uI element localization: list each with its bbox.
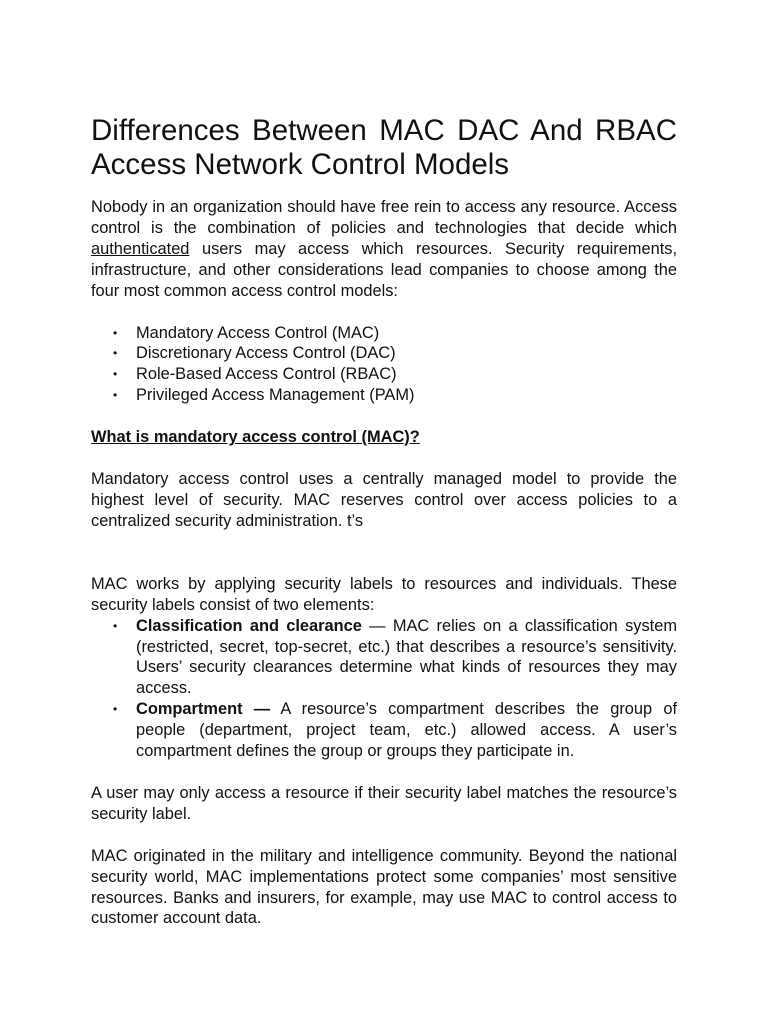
document-title [91,0,677,182]
authenticated-link[interactable]: authenticated [91,239,190,258]
list-item [91,343,677,364]
list-item [91,616,677,700]
intro-paragraph [91,197,677,302]
access-control-models-list [91,323,677,407]
model-label: Privileged Access Management (PAM) [136,386,415,405]
label-elements-list [91,616,677,762]
title-line-2: Access Network Control Models [91,148,510,181]
model-label: Discretionary Access Control (DAC) [136,344,396,363]
label-description: A resource’s compartment describes the group of people (department, project team, etc.) allowed access. A user’s compartment defines the group or groups they participate in. [136,700,677,761]
label-term: Compartment — [136,700,271,719]
bullet-icon: • [113,388,118,403]
list-item [91,699,677,762]
label-match-paragraph: A user may only access a resource if their security label matches the resource’s security label. [91,783,677,823]
bullet-icon: • [113,618,118,633]
list-item [91,364,677,385]
bullet-icon: • [113,325,118,340]
mac-paragraph: Mandatory access control uses a centrally managed model to provide the highest level of security. MAC reserves control over access policies to a centralized security administration. t’s [91,470,677,530]
mac-origin-paragraph: MAC originated in the military and intelligence community. Beyond the national security world, MAC implementations protect some companies’ most sensitive resources. Banks and insurers, for example, may use MAC to control access to customer account data. [91,846,677,928]
label-description: — MAC relies on a classification system (restricted, secret, top-secret, etc.) that describes a resource’s sensitivity. Users’ security clearances determine what kinds of resources they may access. [136,616,677,698]
list-item [91,385,677,406]
mac-section-heading: What is mandatory access control (MAC)? [91,428,420,447]
bullet-icon: • [113,346,118,361]
security-labels-paragraph: MAC works by applying security labels to resources and individuals. These security labels consist of two elements: [91,574,677,614]
title-line-1: Differences Between MAC DAC And RBAC [91,114,677,147]
intro-text-end: users may access which resources. Security requirements, infrastructure, and other considerations lead companies to choose among the four most common access control models: [91,239,677,300]
model-label: Role-Based Access Control (RBAC) [136,365,397,384]
bullet-icon: • [113,702,118,717]
bullet-icon: • [113,367,118,382]
intro-text-start: Nobody in an organization should have free rein to access any resource. Access control is the combination of policies and technologies that decide which [91,198,677,237]
model-label: Mandatory Access Control (MAC) [136,323,380,342]
label-term: Classification and clearance [136,616,362,635]
list-item [91,323,677,344]
